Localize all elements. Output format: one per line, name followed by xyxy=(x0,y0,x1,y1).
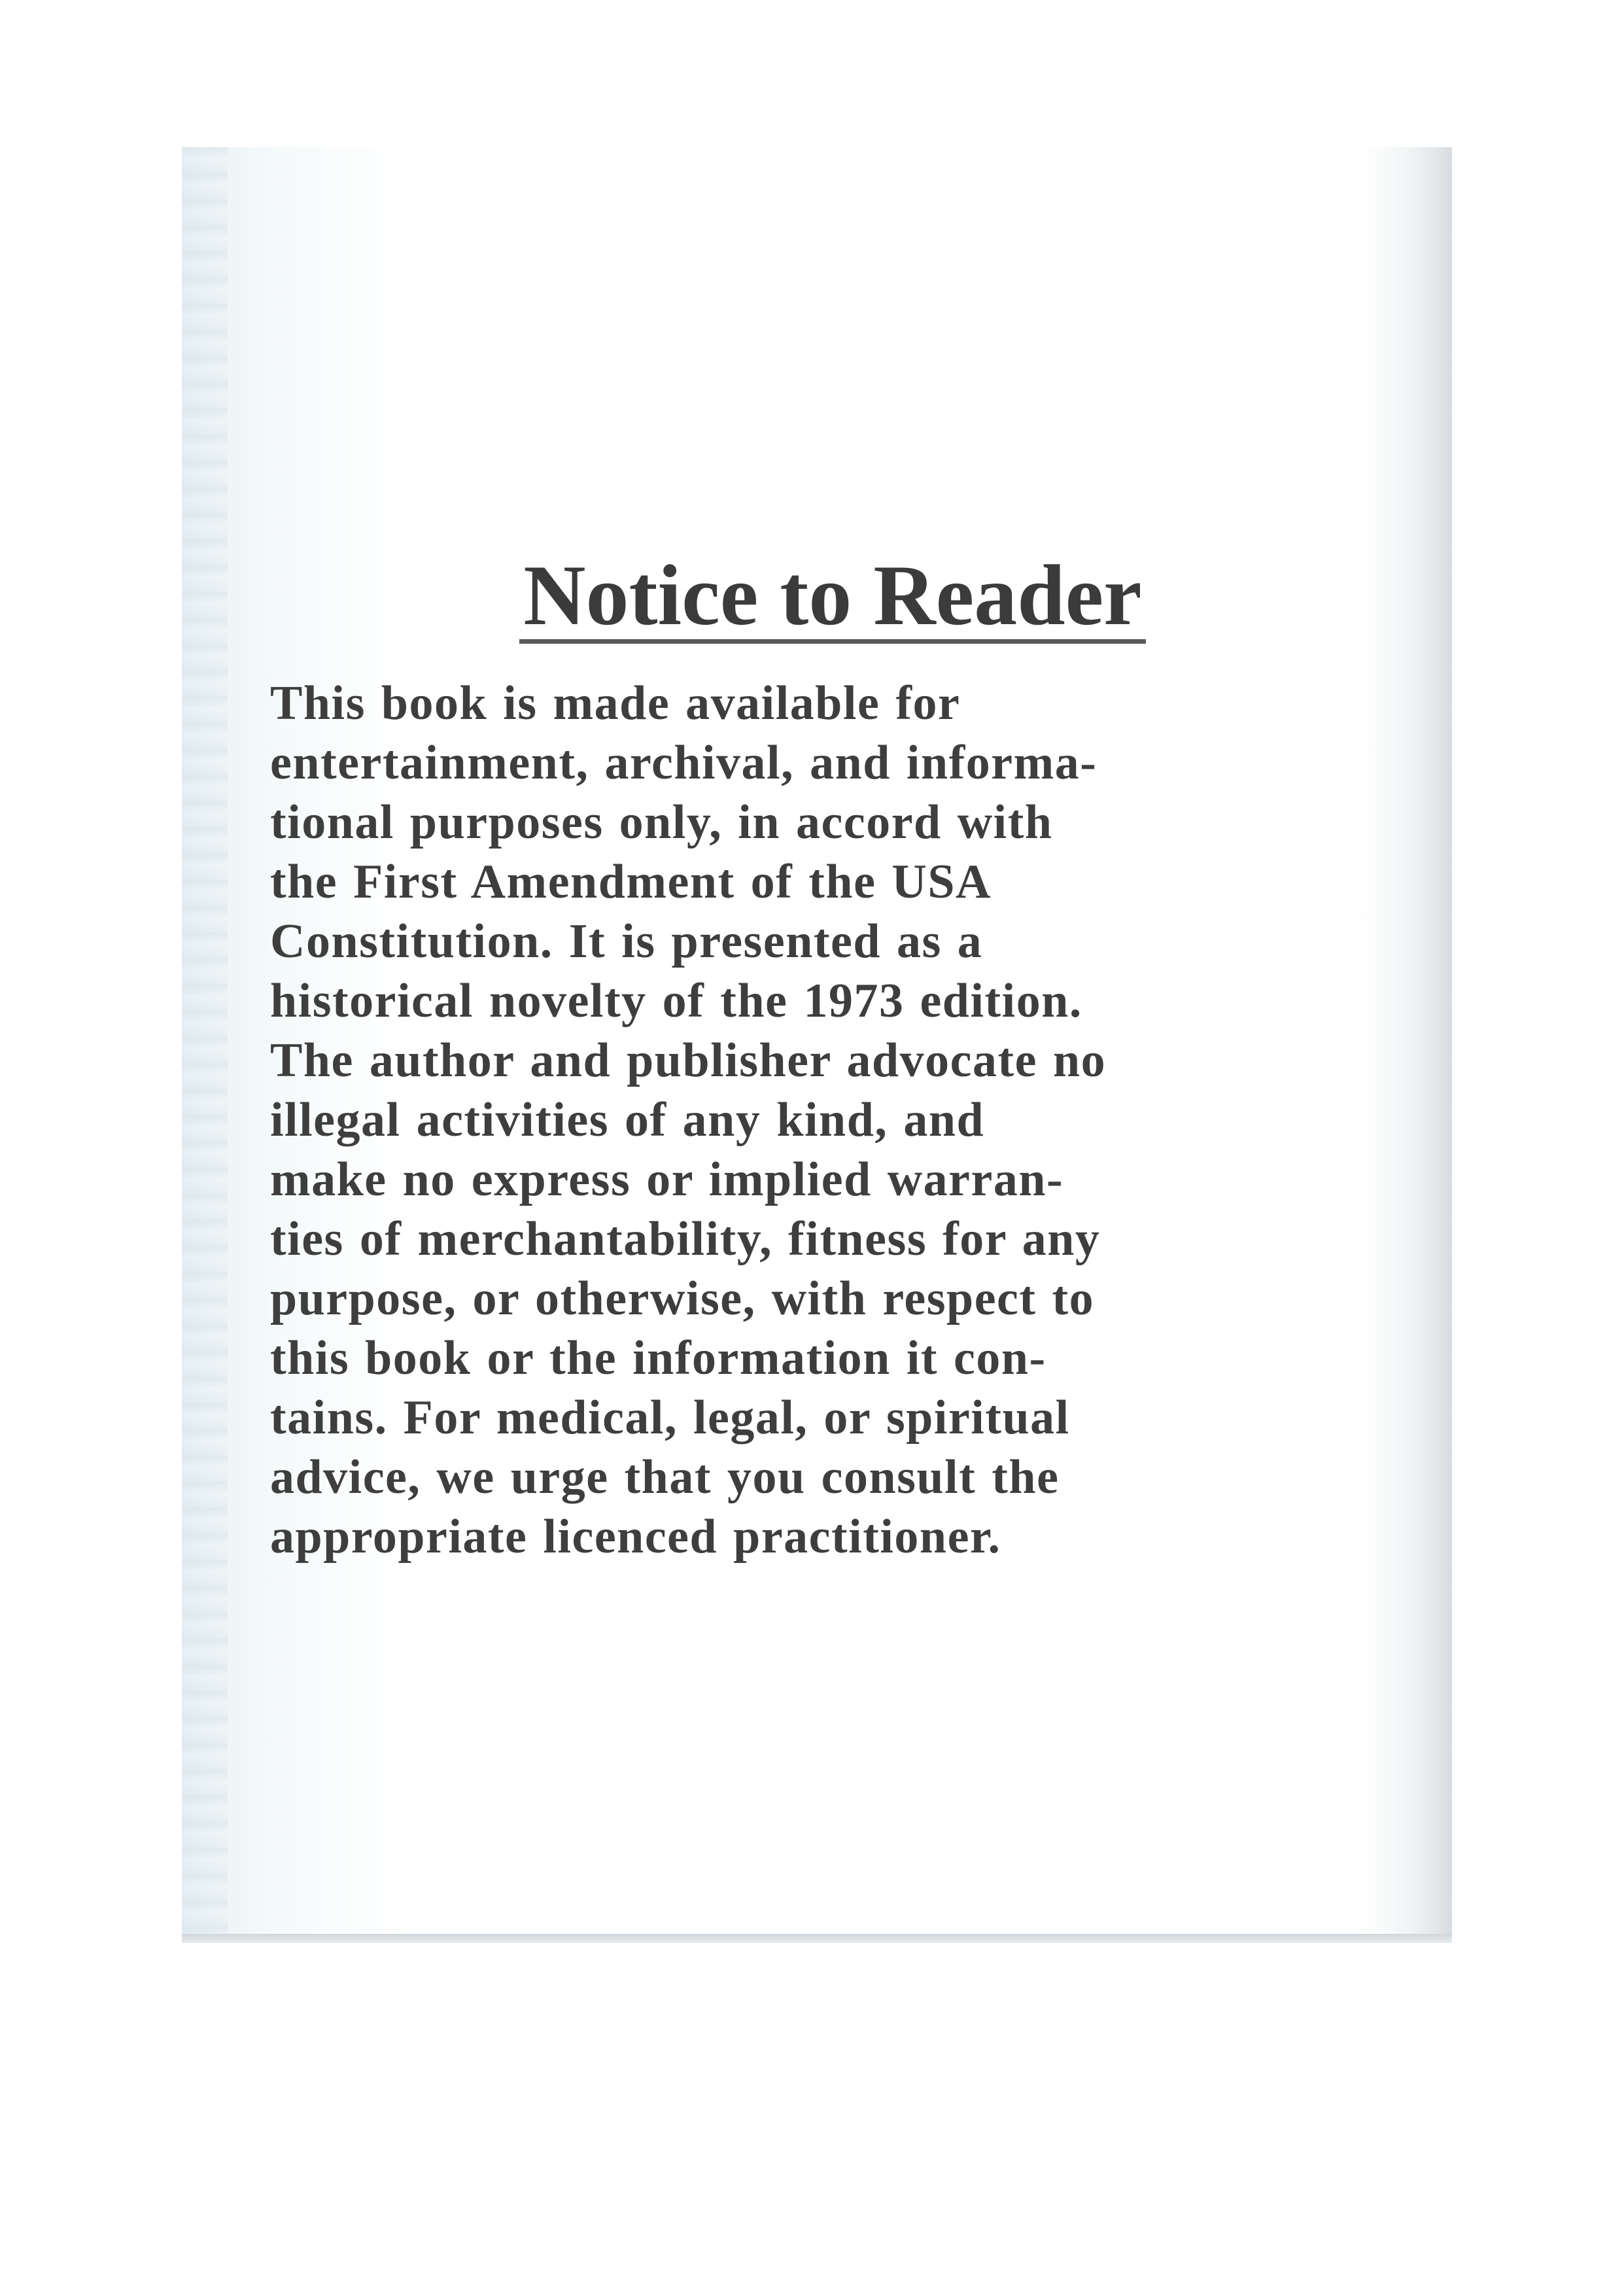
notice-line: advice, we urge that you consult the xyxy=(270,1450,1060,1504)
notice-line: make no express or implied warran- xyxy=(270,1153,1064,1206)
notice-line: appropriate licenced practitioner. xyxy=(270,1510,1001,1564)
notice-body xyxy=(270,674,1434,1567)
page-title-text: Notice to Reader xyxy=(519,553,1146,644)
scanned-page xyxy=(182,147,1452,1943)
notice-line: ties of merchantability, fitness for any xyxy=(270,1212,1101,1266)
notice-line: historical novelty of the 1973 edition. xyxy=(270,974,1082,1028)
page-bottom-edge xyxy=(182,1934,1452,1943)
notice-line: this book or the information it con- xyxy=(270,1331,1046,1385)
notice-line: tional purposes only, in accord with xyxy=(270,796,1053,849)
notice-line: Constitution. It is presented as a xyxy=(270,915,983,968)
notice-line: This book is made available for xyxy=(270,676,961,730)
page-title xyxy=(182,546,1452,644)
notice-line: The author and publisher advocate no xyxy=(270,1034,1107,1087)
notice-line: purpose, or otherwise, with respect to xyxy=(270,1272,1095,1325)
notice-line: illegal activities of any kind, and xyxy=(270,1093,985,1147)
notice-line: tains. For medical, legal, or spiritual xyxy=(270,1391,1070,1445)
notice-line: entertainment, archival, and informa- xyxy=(270,736,1097,790)
notice-line: the First Amendment of the USA xyxy=(270,855,992,909)
